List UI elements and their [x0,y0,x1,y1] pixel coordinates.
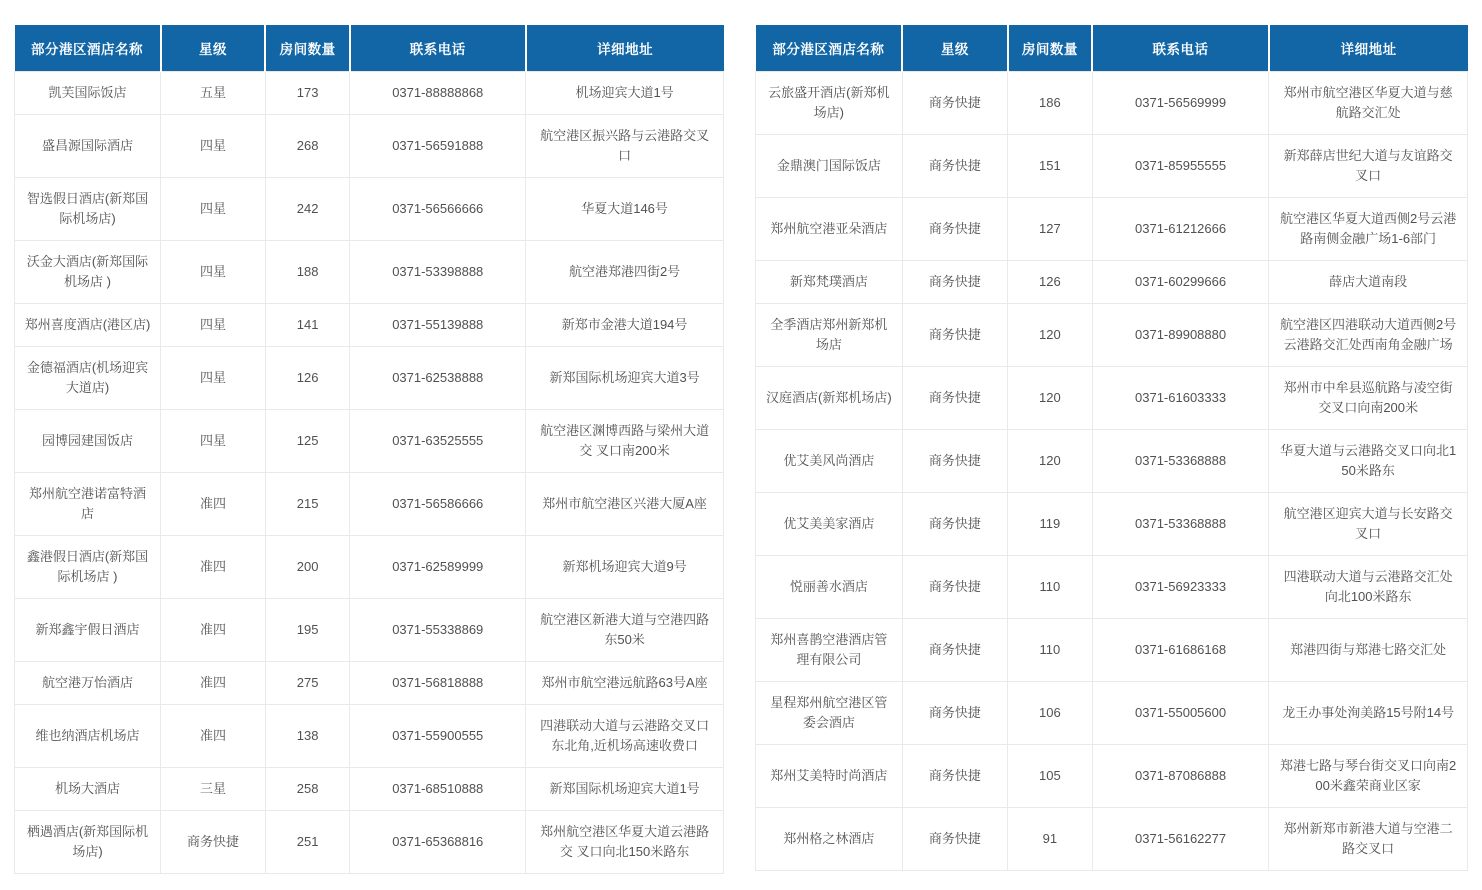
table-row [15,410,724,473]
star-rating-cell: 四星 [161,347,266,410]
column-header-address: 详细地址 [526,25,724,72]
phone-cell: 0371-56162277 [1092,808,1269,871]
star-rating-cell: 商务快捷 [161,811,266,874]
phone-cell: 0371-61686168 [1092,619,1269,682]
hotel-name-cell: 全季酒店郑州新郑机场店 [756,304,903,367]
hotel-name-cell: 新郑鑫宇假日酒店 [15,599,161,662]
star-rating-cell: 商务快捷 [902,135,1007,198]
address-cell: 机场迎宾大道1号 [526,72,724,115]
room-count-cell: 151 [1008,135,1093,198]
address-cell: 郑港七路与琴台街交叉口向南200米鑫荣商业区家 [1269,745,1468,808]
star-rating-cell: 四星 [161,304,266,347]
star-rating-cell: 三星 [161,768,266,811]
room-count-cell: 120 [1008,430,1093,493]
table-row [756,619,1468,682]
phone-cell: 0371-68510888 [350,768,526,811]
table-row [756,261,1468,304]
phone-cell: 0371-62589999 [350,536,526,599]
room-count-cell: 242 [265,178,349,241]
table-row [756,367,1468,430]
hotel-name-cell: 优艾美风尚酒店 [756,430,903,493]
address-cell: 郑州市航空港区华夏大道与慈航路交汇处 [1269,72,1468,135]
column-header-hotel-name: 部分港区酒店名称 [756,25,903,72]
address-cell: 新郑市金港大道194号 [526,304,724,347]
room-count-cell: 91 [1008,808,1093,871]
table-row [756,808,1468,871]
hotel-name-cell: 金鼎澳门国际饭店 [756,135,903,198]
address-cell: 郑州市航空港区兴港大厦A座 [526,473,724,536]
table-row [756,304,1468,367]
table-row [15,473,724,536]
star-rating-cell: 商务快捷 [902,493,1007,556]
star-rating-cell: 商务快捷 [902,430,1007,493]
hotel-name-cell: 云旅盛开酒店(新郑机场店) [756,72,903,135]
address-cell: 郑港四街与郑港七路交汇处 [1269,619,1468,682]
phone-cell: 0371-55139888 [350,304,526,347]
hotel-name-cell: 盛昌源国际酒店 [15,115,161,178]
star-rating-cell: 商务快捷 [902,367,1007,430]
address-cell: 航空港区华夏大道西侧2号云港路南侧金融广场1-6部门 [1269,198,1468,261]
hotel-name-cell: 凯芙国际饭店 [15,72,161,115]
phone-cell: 0371-61212666 [1092,198,1269,261]
phone-cell: 0371-55338869 [350,599,526,662]
address-cell: 四港联动大道与云港路交叉口东北角,近机场高速收费口 [526,705,724,768]
room-count-cell: 215 [265,473,349,536]
table-row [15,768,724,811]
room-count-cell: 200 [265,536,349,599]
room-count-cell: 258 [265,768,349,811]
room-count-cell: 120 [1008,367,1093,430]
table-row [15,705,724,768]
star-rating-cell: 四星 [161,178,266,241]
phone-cell: 0371-53398888 [350,241,526,304]
address-cell: 航空港区新港大道与空港四路东50米 [526,599,724,662]
hotel-name-cell: 机场大酒店 [15,768,161,811]
phone-cell: 0371-85955555 [1092,135,1269,198]
table-row [15,304,724,347]
hotel-name-cell: 维也纳酒店机场店 [15,705,161,768]
room-count-cell: 173 [265,72,349,115]
star-rating-cell: 四星 [161,115,266,178]
hotel-name-cell: 沃金大酒店(新郑国际机场店 ) [15,241,161,304]
star-rating-cell: 商务快捷 [902,304,1007,367]
column-header-room-count: 房间数量 [1008,25,1093,72]
room-count-cell: 251 [265,811,349,874]
hotel-table-left [14,25,724,874]
star-rating-cell: 商务快捷 [902,808,1007,871]
table-row [15,241,724,304]
address-cell: 航空港区四港联动大道西侧2号云港路交汇处西南角金融广场 [1269,304,1468,367]
column-header-address: 详细地址 [1269,25,1468,72]
star-rating-cell: 准四 [161,662,266,705]
column-header-phone: 联系电话 [350,25,526,72]
header-row [756,25,1468,72]
room-count-cell: 120 [1008,304,1093,367]
phone-cell: 0371-56591888 [350,115,526,178]
star-rating-cell: 商务快捷 [902,198,1007,261]
phone-cell: 0371-55005600 [1092,682,1269,745]
table-row [756,135,1468,198]
table-row [756,556,1468,619]
header-row [15,25,724,72]
hotel-name-cell: 金德福酒店(机场迎宾大道店) [15,347,161,410]
table-row [756,198,1468,261]
table-row [15,115,724,178]
column-header-star-rating: 星级 [161,25,266,72]
room-count-cell: 188 [265,241,349,304]
room-count-cell: 106 [1008,682,1093,745]
table-row [15,347,724,410]
table-header [15,25,724,72]
address-cell: 新郑国际机场迎宾大道1号 [526,768,724,811]
phone-cell: 0371-56569999 [1092,72,1269,135]
phone-cell: 0371-53368888 [1092,493,1269,556]
address-cell: 郑州市中牟县巡航路与凌空街交叉口向南200米 [1269,367,1468,430]
room-count-cell: 138 [265,705,349,768]
room-count-cell: 125 [265,410,349,473]
table-row [756,72,1468,135]
phone-cell: 0371-53368888 [1092,430,1269,493]
star-rating-cell: 四星 [161,410,266,473]
hotel-name-cell: 新郑梵璞酒店 [756,261,903,304]
room-count-cell: 110 [1008,556,1093,619]
address-cell: 郑州市航空港远航路63号A座 [526,662,724,705]
hotel-name-cell: 郑州航空港亚朵酒店 [756,198,903,261]
table-row [756,430,1468,493]
table-row [756,745,1468,808]
room-count-cell: 119 [1008,493,1093,556]
hotel-name-cell: 汉庭酒店(新郑机场店) [756,367,903,430]
hotel-name-cell: 优艾美美家酒店 [756,493,903,556]
phone-cell: 0371-55900555 [350,705,526,768]
table-row [15,662,724,705]
hotel-name-cell: 栖遇酒店(新郑国际机场店) [15,811,161,874]
table-row [15,178,724,241]
room-count-cell: 186 [1008,72,1093,135]
star-rating-cell: 准四 [161,599,266,662]
address-cell: 郑州新郑市新港大道与空港二路交叉口 [1269,808,1468,871]
phone-cell: 0371-56818888 [350,662,526,705]
room-count-cell: 127 [1008,198,1093,261]
room-count-cell: 195 [265,599,349,662]
room-count-cell: 126 [1008,261,1093,304]
address-cell: 华夏大道146号 [526,178,724,241]
address-cell: 新郑国际机场迎宾大道3号 [526,347,724,410]
phone-cell: 0371-56923333 [1092,556,1269,619]
address-cell: 航空港区渊博西路与梁州大道交 叉口南200米 [526,410,724,473]
room-count-cell: 268 [265,115,349,178]
star-rating-cell: 五星 [161,72,266,115]
star-rating-cell: 商务快捷 [902,682,1007,745]
phone-cell: 0371-56566666 [350,178,526,241]
star-rating-cell: 准四 [161,705,266,768]
table-row [756,682,1468,745]
hotel-name-cell: 星程郑州航空港区管委会酒店 [756,682,903,745]
hotel-name-cell: 郑州航空港诺富特酒店 [15,473,161,536]
hotel-table-right [755,25,1468,871]
phone-cell: 0371-88888868 [350,72,526,115]
room-count-cell: 141 [265,304,349,347]
column-header-hotel-name: 部分港区酒店名称 [15,25,161,72]
hotel-name-cell: 郑州喜鹊空港酒店管理有限公司 [756,619,903,682]
phone-cell: 0371-63525555 [350,410,526,473]
room-count-cell: 110 [1008,619,1093,682]
table-body [756,72,1468,871]
table-row [756,493,1468,556]
star-rating-cell: 准四 [161,536,266,599]
phone-cell: 0371-89908880 [1092,304,1269,367]
star-rating-cell: 商务快捷 [902,745,1007,808]
address-cell: 新郑薛店世纪大道与友谊路交叉口 [1269,135,1468,198]
room-count-cell: 126 [265,347,349,410]
hotel-name-cell: 郑州格之林酒店 [756,808,903,871]
table-header [756,25,1468,72]
hotel-name-cell: 航空港万怡酒店 [15,662,161,705]
hotel-name-cell: 鑫港假日酒店(新郑国际机场店 ) [15,536,161,599]
table-row [15,536,724,599]
column-header-star-rating: 星级 [902,25,1007,72]
hotel-name-cell: 园博园建国饭店 [15,410,161,473]
column-header-phone: 联系电话 [1092,25,1269,72]
room-count-cell: 105 [1008,745,1093,808]
address-cell: 航空港区振兴路与云港路交叉口 [526,115,724,178]
hotel-name-cell: 郑州喜度酒店(港区店) [15,304,161,347]
hotel-name-cell: 郑州艾美特时尚酒店 [756,745,903,808]
table-row [15,599,724,662]
star-rating-cell: 商务快捷 [902,556,1007,619]
star-rating-cell: 商务快捷 [902,72,1007,135]
phone-cell: 0371-65368816 [350,811,526,874]
address-cell: 华夏大道与云港路交叉口向北150米路东 [1269,430,1468,493]
address-cell: 新郑机场迎宾大道9号 [526,536,724,599]
phone-cell: 0371-60299666 [1092,261,1269,304]
phone-cell: 0371-61603333 [1092,367,1269,430]
star-rating-cell: 准四 [161,473,266,536]
address-cell: 郑州航空港区华夏大道云港路交 叉口向北150米路东 [526,811,724,874]
address-cell: 航空港区迎宾大道与长安路交叉口 [1269,493,1468,556]
hotel-name-cell: 智选假日酒店(新郑国际机场店) [15,178,161,241]
phone-cell: 0371-56586666 [350,473,526,536]
phone-cell: 0371-62538888 [350,347,526,410]
address-cell: 龙王办事处洵美路15号附14号 [1269,682,1468,745]
star-rating-cell: 商务快捷 [902,619,1007,682]
column-header-room-count: 房间数量 [265,25,349,72]
hotel-name-cell: 悦丽善水酒店 [756,556,903,619]
address-cell: 航空港郑港四街2号 [526,241,724,304]
phone-cell: 0371-87086888 [1092,745,1269,808]
star-rating-cell: 商务快捷 [902,261,1007,304]
star-rating-cell: 四星 [161,241,266,304]
address-cell: 四港联动大道与云港路交汇处向北100米路东 [1269,556,1468,619]
address-cell: 薛店大道南段 [1269,261,1468,304]
table-row [15,811,724,874]
table-body [15,72,724,874]
room-count-cell: 275 [265,662,349,705]
table-row [15,72,724,115]
